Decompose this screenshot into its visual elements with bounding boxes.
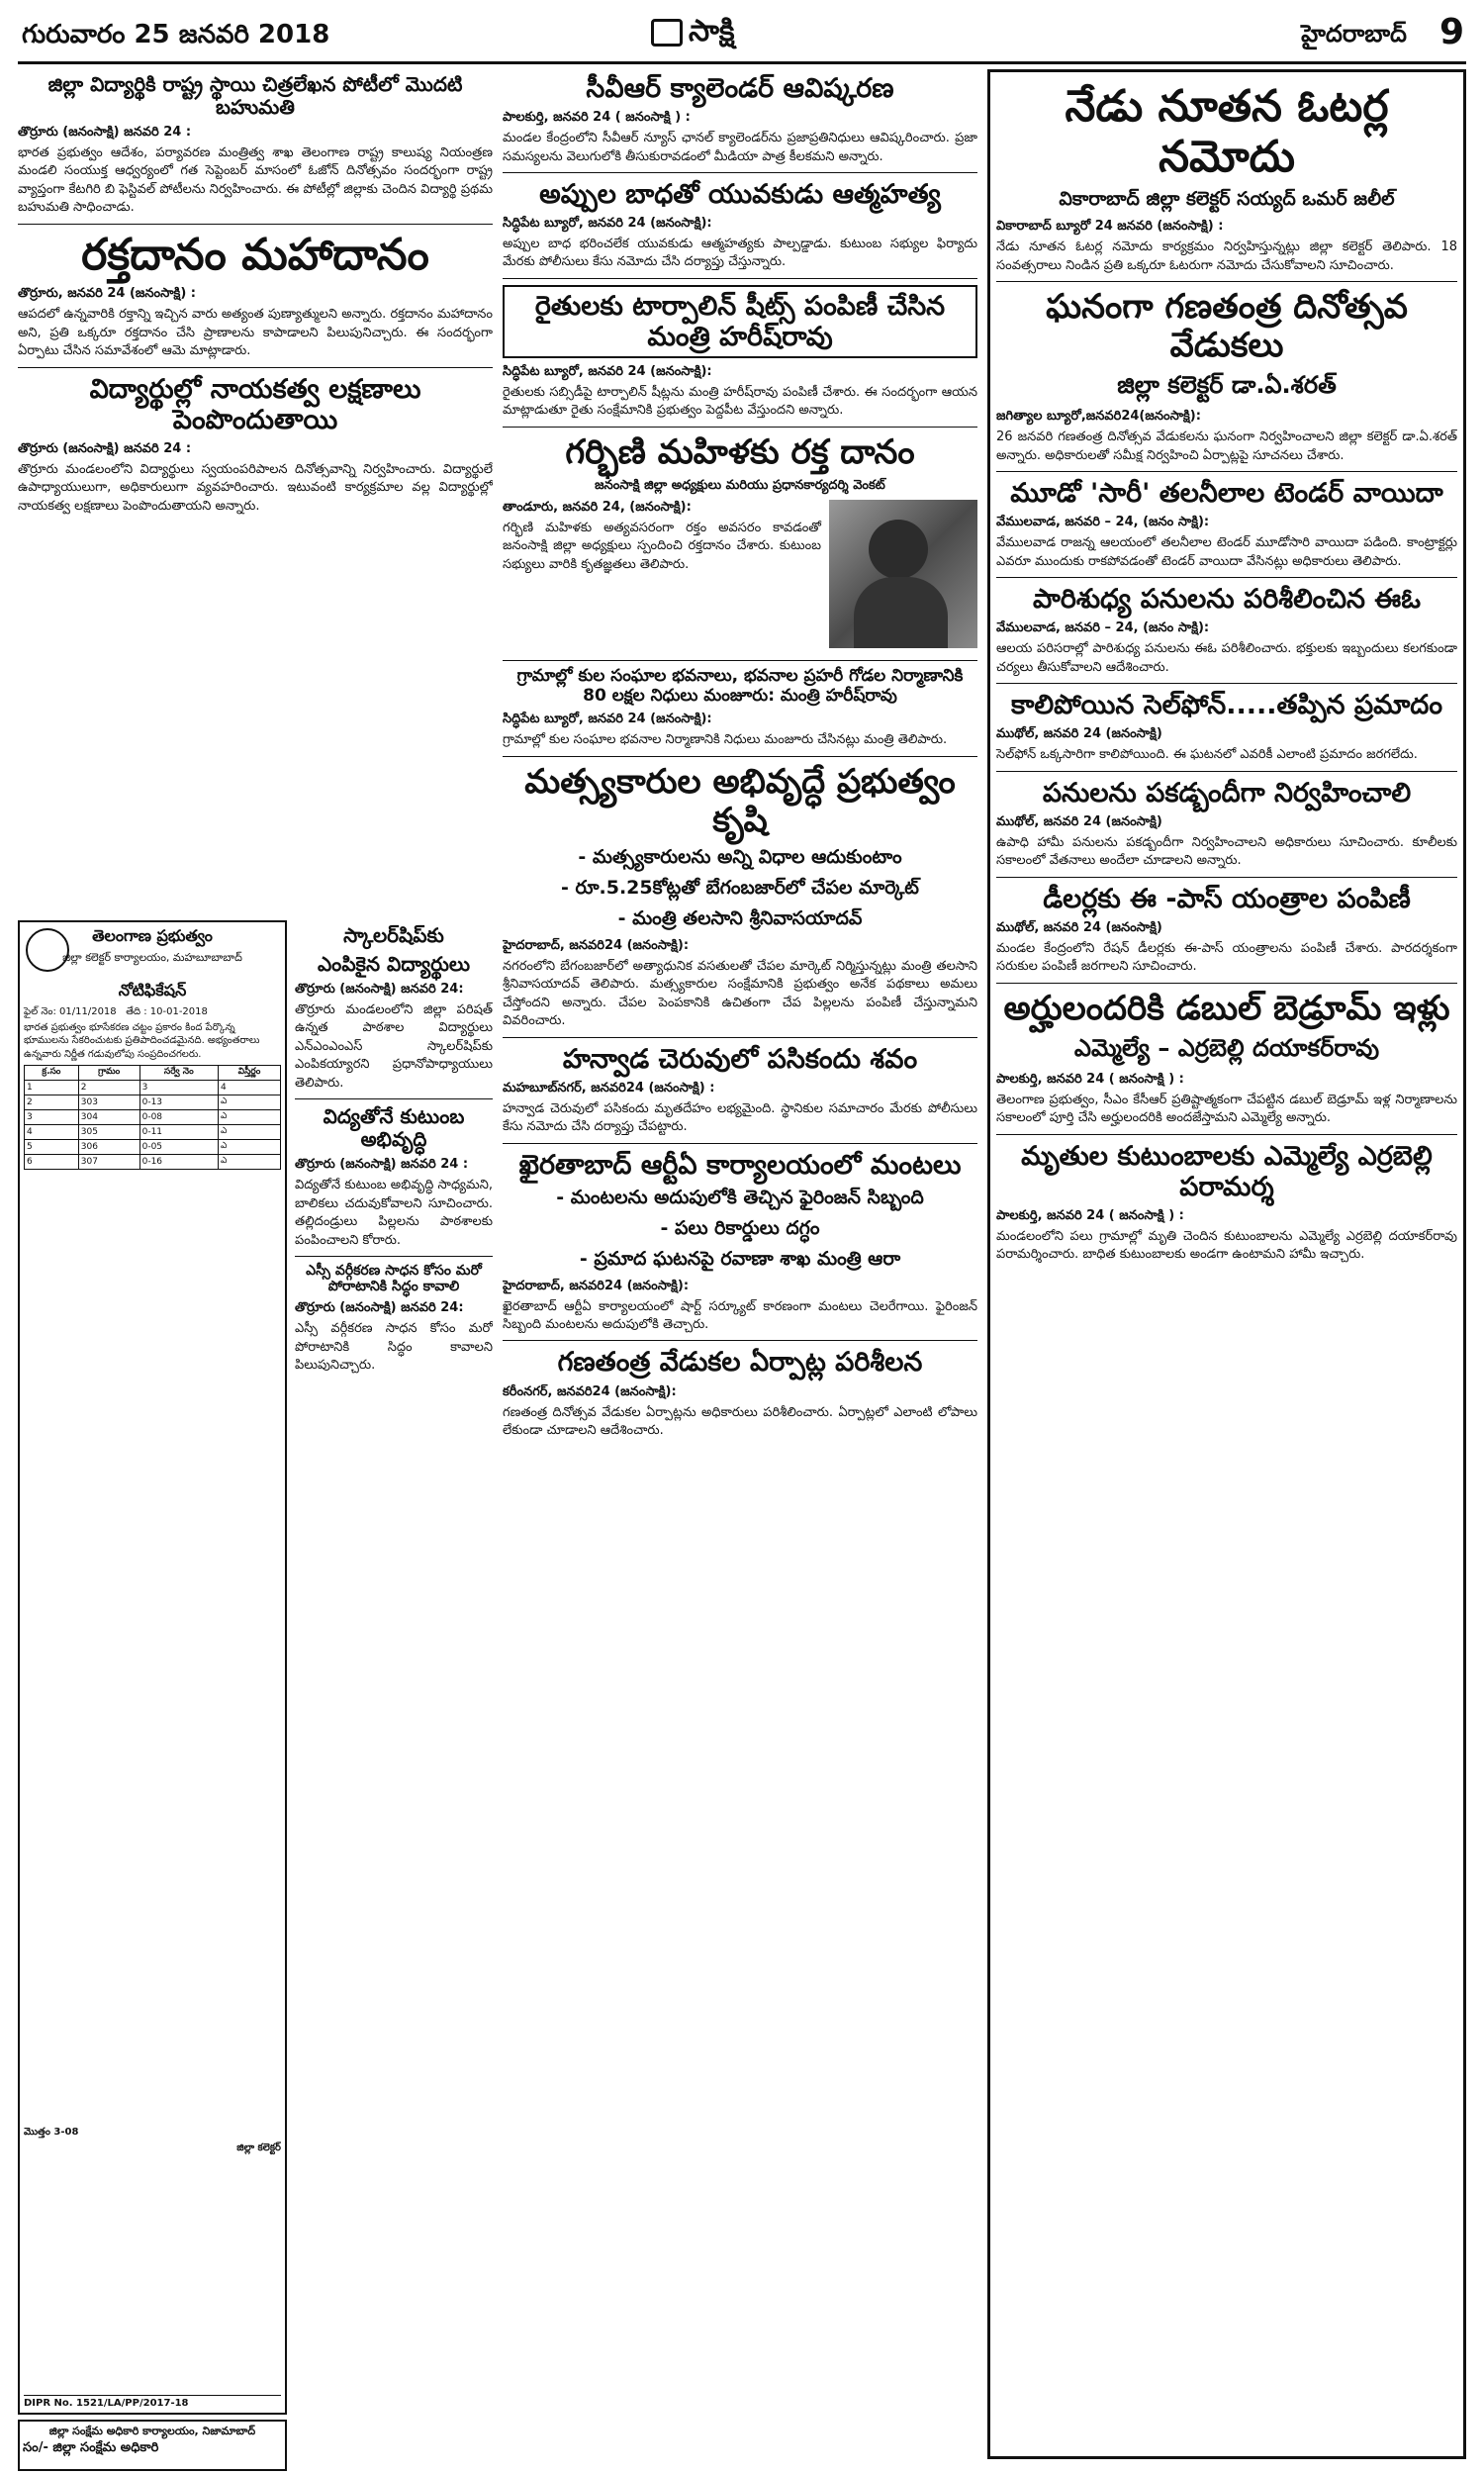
- table-header-cell: క్ర.సం: [25, 1066, 79, 1081]
- article-epass-headline: డీలర్లకు ఈ -పాస్ యంత్రాల పంపిణీ: [1043, 883, 1411, 914]
- notice-table: [24, 1065, 281, 1170]
- divider: [503, 172, 977, 173]
- article-rday-body: 26 జనవరి గణతంత్ర దినోత్సవ వేడుకలను ఘనంగా నిర్వహించాలని జిల్లా కలెక్టర్ డా.ఏ.శరత్ అన్నారు. అధికారులతో సమీక్ష నిర్వహించి ఏర్పాట్లపై సూచనలు చేశారు.: [996, 429, 1457, 463]
- article-voter-headline: నేడు నూతన ఓటర్ల నమోదు: [1065, 81, 1389, 182]
- table-cell: 0-13: [139, 1095, 218, 1110]
- article-tarpaulin-body: రైతులకు సబ్సిడీపై టార్పాలిన్ షీట్లను మంత్రి హరీష్‌రావు పంపిణీ చేశారు. ఈ సందర్భంగా ఆయన మాట్లాడుతూ రైతు సంక్షేమానికి ప్రభుత్వం పెద్దపీట వేస్తుందని అన్నారు.: [503, 385, 977, 419]
- blood-donor-photo: [829, 500, 977, 648]
- column-3: [987, 69, 1466, 2459]
- welfare-notice-title: జిల్లా సంక్షేమ అధికారి కార్యాలయం, నిజామాబాద్: [48, 2425, 256, 2437]
- table-row: [25, 1125, 281, 1140]
- divider: [996, 471, 1457, 472]
- table-cell: 303: [78, 1095, 139, 1110]
- column-2: [503, 69, 977, 2469]
- table-cell: 2: [78, 1081, 139, 1095]
- welfare-notice-body: సం/- జిల్లా సంక్షేమ అధికారి: [23, 2440, 159, 2455]
- article-lake-headline: హన్వాడ చెరువులో పసికందు శవం: [562, 1043, 918, 1075]
- photo-person-body: [854, 577, 948, 648]
- article-double-bedroom-headline: అర్హులందరికి డబుల్ బెడ్రూమ్ ఇళ్లు: [1003, 988, 1450, 1028]
- table-cell: ఎ: [218, 1155, 280, 1170]
- table-cell: 305: [78, 1125, 139, 1140]
- notice-ref-number: ఫైల్ నెం: 01/11/2018: [24, 1006, 117, 1017]
- article-sc-dateline: తొర్రూరు (జనంసాక్షి) జనవరి 24:: [295, 1300, 464, 1316]
- article-rday-subheadline: జిల్లా కలెక్టర్ డా.ఏ.శరత్: [1117, 371, 1337, 400]
- notice-table-body: [25, 1081, 281, 1170]
- photo-person-head: [869, 520, 928, 579]
- table-row: [25, 1155, 281, 1170]
- table-cell: 307: [78, 1155, 139, 1170]
- article-leadership-body: తొర్రూరు మండలంలోని విద్యార్థులు స్వయంపరిపాలన దినోత్సవాన్ని నిర్వహించారు. విద్యార్థులే ఉపాధ్యాయులుగా, అధికారులుగా వ్యవహరించారు. ఇటువంటి కార్యక్రమాల వల్ల విద్యార్థుల్లో నాయకత్వ లక్షణాలు పెంపొందుతాయని అన్నారు.: [18, 461, 493, 514]
- notice-table-spacer: [24, 1174, 281, 2124]
- article-mla-dateline: పాలకుర్తి, జనవరి 24 ( జనంసాక్షి ) :: [996, 1207, 1184, 1223]
- divider: [18, 367, 493, 368]
- table-header-cell: విస్తీర్ణం: [218, 1066, 280, 1081]
- divider: [503, 427, 977, 428]
- article-mla-body: మండలంలోని పలు గ్రామాల్లో మృతి చెందిన కుటుంబాలను ఎమ్మెల్యే ఎర్రబెల్లి దయాకర్‌రావు పరామర్శించారు. బాధిత కుటుంబాలకు అండగా ఉంటామని హామీ ఇచ్చారు.: [996, 1228, 1457, 1263]
- divider: [503, 660, 977, 661]
- article-double-bedroom-subheadline: ఎమ్మెల్యే – ఎర్రబెల్లి దయాకర్‌రావు: [1073, 1033, 1380, 1062]
- article-scholarship-body: తొర్రూరు మండలంలోని జిల్లా పరిషత్ ఉన్నత పాఠశాల విద్యార్థులు ఎన్‌ఎంఎంఎస్ స్కాలర్‌షిప్‌కు ఎంపికయ్యారని ప్రధానోపాధ్యాయులు తెలిపారు.: [295, 1002, 493, 1091]
- divider: [503, 1037, 977, 1038]
- article-calendar-headline: సీవీఆర్ క్యాలెండర్ ఆవిష్కరణ: [586, 73, 894, 104]
- article-debt-dateline: సిద్ధిపేట బ్యూరో, జనవరి 24 (జనంసాక్షి):: [503, 216, 712, 231]
- table-cell: 4: [25, 1125, 79, 1140]
- article-painting-dateline: తొర్రూరు (జనంసాక్షి) జనవరి 24 :: [18, 125, 192, 140]
- notice-total: మొత్తం 3-08: [24, 2127, 79, 2138]
- issue-date: గురువారం 25 జనవరి 2018: [22, 20, 330, 49]
- table-cell: ఎ: [218, 1125, 280, 1140]
- article-scholarship-dateline: తొర్రూరు (జనంసాక్షి) జనవరి 24:: [295, 982, 464, 997]
- article-sanitation-dateline: వేములవాడ, జనవరి – 24, (జనం సాక్షి):: [996, 620, 1210, 636]
- column-1: [18, 69, 493, 916]
- table-header-row: [25, 1066, 281, 1081]
- article-rta-body: ఖైరతాబాద్ ఆర్టీఏ కార్యాలయంలో షార్ట్ సర్క్యూట్ కారణంగా మంటలు చెలరేగాయి. ఫైరింజన్ సిబ్బంది మంటలను అదుపులోకి తెచ్చారు.: [503, 1298, 977, 1332]
- table-cell: 0-05: [139, 1140, 218, 1155]
- article-voter-dateline: వికారాబాద్ బ్యూరో 24 జనవరి (జనంసాక్షి) :: [996, 219, 1224, 235]
- article-republic-dateline: కరీంనగర్, జనవరి24 (జనంసాక్షి):: [503, 1383, 677, 1399]
- article-tender-headline: మూడో 'సారీ' తలనీలాల టెండర్ వాయిదా: [1010, 478, 1443, 510]
- divider: [996, 877, 1457, 878]
- article-works-headline: పనులను పకడ్బందీగా నిర్వహించాలి: [1042, 777, 1412, 809]
- article-fisheries-dateline: హైదరాబాద్, జనవరి24 (జనంసాక్షి):: [503, 937, 690, 953]
- table-header-cell: సర్వే నెం: [139, 1066, 218, 1081]
- article-blood-headline: రక్తదానం మహాదానం: [81, 229, 429, 280]
- table-header-cell: గ్రామం: [78, 1066, 139, 1081]
- table-cell: 6: [25, 1155, 79, 1170]
- article-sc-headline: ఎస్సీ వర్గీకరణ సాధన కోసం మరో పోరాటానికి సిద్ధం కావాలి: [306, 1263, 482, 1295]
- divider: [996, 281, 1457, 282]
- article-caste-headline: గ్రామాల్లో కుల సంఘాల భవనాలు, భవనాల ప్రహరీ గోడల నిర్మాణానికి 80 లక్షల నిధులు మంజూరు: మంత్రి హరీష్‌రావు: [516, 666, 964, 706]
- table-cell: 4: [218, 1081, 280, 1095]
- masthead: [18, 8, 1466, 64]
- article-caste-body: గ్రామాల్లో కుల సంఘాల భవనాల నిర్మాణానికి నిధులు మంజూరు చేసినట్లు మంత్రి తెలిపారు.: [503, 732, 948, 748]
- article-calendar-body: మండల కేంద్రంలోని సీవీఆర్ న్యూస్ ఛానల్ క్యాలెండర్‌ను ప్రజాప్రతినిధులు ఆవిష్కరించారు. ప్రజా సమస్యలను వెలుగులోకి తీసుకురావడంలో మీడియా పాత్ర కీలకమని అన్నారు.: [503, 131, 977, 164]
- article-fisheries-body: నగరంలోని బేగంబజార్‌లో అత్యాధునిక వసతులతో చేపల మార్కెట్ నిర్మిస్తున్నట్లు మంత్రి తలసాని శ్రీనివాసయాదవ్ తెలిపారు. మత్స్యకారుల సంక్షేమానికి ప్రభుత్వం అనేక పథకాలు అమలు చేస్తోందని అన్నారు. చేపల పెంపకానికి ఉచితంగా చేప పిల్లలను పంపిణీ చేస్తున్నామని వివరించారు.: [503, 958, 977, 1029]
- notice-dipr-number: DIPR No. 1521/LA/PP/2017-18: [24, 2395, 281, 2409]
- article-rday-dateline: జగిత్యాల బ్యూరో,జనవరి24(జనంసాక్షి):: [996, 409, 1201, 425]
- brand-icon: [651, 19, 683, 47]
- article-education-body: విద్యతోనే కుటుంబ అభివృద్ధి సాధ్యమని, బాలికలు చదువుకోవాలని సూచించారు. తల్లిదండ్రులు పిల్లలను పాఠశాలకు పంపించాలని కోరారు.: [295, 1178, 493, 1248]
- divider: [996, 683, 1457, 684]
- notice-ref-date: తేది : 10-01-2018: [126, 1006, 208, 1017]
- table-row: [25, 1140, 281, 1155]
- article-calendar-dateline: పాలకుర్తి, జనవరి 24 ( జనంసాక్షి ) :: [503, 110, 691, 126]
- table-cell: ఎ: [218, 1095, 280, 1110]
- divider: [503, 1340, 977, 1341]
- divider: [503, 1143, 977, 1144]
- divider: [503, 756, 977, 757]
- article-pregnant-headline: గర్భిణి మహిళకు రక్త దానం: [565, 431, 915, 472]
- article-works-dateline: ముథోల్, జనవరి 24 (జనంసాక్షి): [996, 813, 1162, 829]
- article-rta-headline: ఖైరతాబాద్ ఆర్టీఏ కార్యాలయంలో మంటలు: [518, 1149, 962, 1181]
- edition-city: హైదరాబాద్: [1301, 20, 1407, 48]
- article-lake-body: హన్వాడ చెరువులో పసికందు మృతదేహం లభ్యమైంది. స్థానికుల సమాచారం మేరకు పోలీసులు కేసు నమోదు చేసి దర్యాప్తు చేపట్టారు.: [503, 1100, 977, 1135]
- table-cell: 0-08: [139, 1110, 218, 1125]
- article-republic-body: గణతంత్ర దినోత్సవ వేడుకల ఏర్పాట్లను అధికారులు పరిశీలించారు. ఏర్పాట్లలో ఎలాంటి లోపాలు లేకుండా చూడాలని ఆదేశించారు.: [503, 1404, 977, 1438]
- page-number: 9: [1438, 12, 1464, 52]
- article-selfie-headline: కాలిపోయిన సెల్‌ఫోన్.....తప్పిన ప్రమాదం: [1010, 690, 1443, 721]
- article-rta-bullet-3: - ప్రమాద ఘటనపై రవాణా శాఖ మంత్రి ఆరా: [579, 1247, 901, 1270]
- article-pregnant-subheadline: జనంసాక్షి జిల్లా అధ్యక్షులు మరియు ప్రధానకార్యదర్శి వెంకట్: [595, 478, 885, 493]
- column-1-strip: [295, 920, 493, 2469]
- article-education-headline: విద్యతోనే కుటుంబ అభివృద్ధి: [323, 1104, 465, 1152]
- table-cell: 1: [25, 1081, 79, 1095]
- article-mla-headline: మృతుల కుటుంబాలకు ఎమ్మెల్యే ఎర్రబెల్లి పరామర్శ: [1021, 1140, 1433, 1202]
- article-scholarship-subheadline: ఎంపికైన విద్యార్థులు: [317, 952, 471, 976]
- article-tender-dateline: వేములవాడ, జనవరి – 24, (జనం సాక్షి):: [996, 515, 1210, 530]
- article-caste-dateline: సిద్ధిపేట బ్యూరో, జనవరి 24 (జనంసాక్షి):: [503, 712, 712, 727]
- table-cell: 306: [78, 1140, 139, 1155]
- government-notice: [18, 920, 287, 2415]
- article-tender-body: వేములవాడ రాజన్న ఆలయంలో తలనీలాల టెండర్ మూడోసారి వాయిదా పడింది. కాంట్రాక్టర్లు ఎవరూ ముందుకు రాకపోవడంతో టెండర్ వాయిదా వేసినట్లు అధికారులు తెలిపారు.: [996, 535, 1457, 569]
- divider: [503, 278, 977, 279]
- article-rta-dateline: హైదరాబాద్, జనవరి24 (జనంసాక్షి):: [503, 1278, 690, 1293]
- notice-title: తెలంగాణ ప్రభుత్వం: [92, 926, 213, 945]
- divider: [996, 577, 1457, 578]
- article-pregnant-body: గర్భిణి మహిళకు అత్యవసరంగా రక్తం అవసరం కావడంతో జనంసాక్షి జిల్లా అధ్యక్షులు స్పందించి రక్తదానం చేశారు. కుటుంబ సభ్యులు వారికి కృతజ్ఞతలు తెలిపారు.: [503, 521, 821, 572]
- welfare-notice: [18, 2420, 287, 2471]
- notice-subtitle: జిల్లా కలెక్టర్ కార్యాలయం, మహబూబాబాద్: [62, 951, 242, 964]
- article-leadership-headline: విద్యార్థుల్లో నాయకత్వ లక్షణాలు పెంపొందుతాయి: [89, 373, 421, 435]
- table-cell: 0-16: [139, 1155, 218, 1170]
- article-lake-dateline: మహబూబ్‌నగర్, జనవరి24 (జనంసాక్షి) :: [503, 1080, 715, 1095]
- table-cell: ఎ: [218, 1140, 280, 1155]
- article-fisheries-bullet-3: - మంత్రి తలసాని శ్రీనివాసయాదవ్: [617, 906, 863, 929]
- divider: [996, 1134, 1457, 1135]
- article-scholarship-headline: స్కాలర్‌షిప్‌కు: [343, 923, 444, 947]
- table-cell: 2: [25, 1095, 79, 1110]
- article-fisheries-bullet-2: - రూ.5.25కోట్లతో బేగంబజార్‌లో చేపల మార్కెట్: [561, 876, 919, 899]
- divider: [996, 983, 1457, 984]
- article-debt-headline: అప్పుల బాధతో యువకుడు ఆత్మహత్య: [539, 178, 941, 210]
- article-rta-bullet-1: - మంటలను అదుపులోకి తెచ్చిన ఫైరింజన్ సిబ్బంది: [556, 1186, 924, 1208]
- article-double-bedroom-dateline: పాలకుర్తి, జనవరి 24 ( జనంసాక్షి ) :: [996, 1071, 1184, 1087]
- article-debt-body: అప్పుల బాధ భరించలేక యువకుడు ఆత్మహత్యకు పాల్పడ్డాడు. కుటుంబ సభ్యుల ఫిర్యాదు మేరకు పోలీసులు కేసు నమోదు చేసి దర్యాప్తు చేస్తున్నారు.: [503, 237, 977, 270]
- article-painting-body: భారత ప్రభుత్వం ఆదేశం, పర్యావరణ మంత్రిత్వ శాఖ తెలంగాణ రాష్ట్ర కాలుష్య నియంత్రణ మండలి సంయుక్త ఆధ్వర్యంలో గత సెప్టెంబర్ మాసంలో ఓజోన్ దినోత్సవం సందర్భంగా రాష్ట్ర వ్యాప్తంగా కేటగిరి బి ఫెస్టివల్ పోటీలను నిర్వహించారు. ఈ పోటీల్లో జిల్లాకు చెందిన విద్యార్థి ప్రథమ బహుమతి సాధించాడు.: [18, 145, 493, 216]
- table-row: [25, 1110, 281, 1125]
- brand-name: సాక్షి: [689, 14, 735, 48]
- table-row: [25, 1081, 281, 1095]
- article-double-bedroom-body: తెలంగాణ ప్రభుత్వం, సీఎం కేసీఆర్ ప్రతిష్టాత్మకంగా చేపట్టిన డబుల్ బెడ్రూమ్ ఇళ్ల నిర్మాణాలను సకాలంలో పూర్తి చేసి అర్హులందరికి అందజేస్తామని ఎమ్మెల్యే అన్నారు.: [996, 1092, 1457, 1126]
- article-voter-subheadline: వికారాబాద్ జిల్లా కలెక్టర్ సయ్యద్ ఒమర్ జలీల్: [1059, 188, 1395, 211]
- article-sanitation-headline: పారిశుధ్య పనులను పరిశీలించిన ఈఓ: [1033, 584, 1421, 616]
- table-row: [25, 1095, 281, 1110]
- government-seal-icon: [26, 928, 69, 972]
- article-voter-body: నేడు నూతన ఓటర్ల నమోదు కార్యక్రమం నిర్వహిస్తున్నట్లు జిల్లా కలెక్టర్ తెలిపారు. 18 సంవత్సరాలు నిండిన ప్రతి ఒక్కరూ ఓటరుగా నమోదు చేసుకోవాలని సూచించారు.: [996, 239, 1457, 273]
- table-cell: 5: [25, 1140, 79, 1155]
- brand-logo: [651, 14, 735, 55]
- divider: [996, 771, 1457, 772]
- article-fisheries-bullet-1: - మత్స్యకారులను అన్ని విధాల ఆదుకుంటాం: [578, 845, 902, 868]
- article-sc-body: ఎస్సీ వర్గీకరణ సాధన కోసం మరో పోరాటానికి సిద్ధం కావాలని పిలుపునిచ్చారు.: [295, 1321, 493, 1374]
- article-blood-body: ఆపదలో ఉన్నవారికి రక్తాన్ని ఇచ్చిన వారు అత్యంత పుణ్యాత్ములని అన్నారు. రక్తదానం మహాదానం అని, ప్రతి ఒక్కరూ రక్తదానం చేసి ప్రాణాలను కాపాడాలని పిలుపునిచ్చారు. ఈ సందర్భంగా ఏర్పాటు చేసిన సమావేశంలో ఆమె మాట్లాడారు.: [18, 307, 493, 359]
- table-cell: 3: [25, 1110, 79, 1125]
- article-rta-bullet-2: - పలు రికార్డులు దగ్ధం: [660, 1216, 820, 1239]
- article-fisheries-headline: మత్స్యకారుల అభివృద్ధే ప్రభుత్వం కృషి: [524, 761, 956, 840]
- table-cell: 304: [78, 1110, 139, 1125]
- table-cell: 0-11: [139, 1125, 218, 1140]
- article-leadership-dateline: తొర్రూరు (జనంసాక్షి) జనవరి 24 :: [18, 440, 192, 456]
- article-sanitation-body: ఆలయ పరిసరాల్లో పారిశుధ్య పనులను ఈఓ పరిశీలించారు. భక్తులకు ఇబ్బందులు కలగకుండా చర్యలు తీసుకోవాలని ఆదేశించారు.: [996, 641, 1457, 675]
- table-cell: 3: [139, 1081, 218, 1095]
- divider: [18, 224, 493, 225]
- article-tarpaulin-dateline: సిద్ధిపేట బ్యూరో, జనవరి 24 (జనంసాక్షి):: [503, 364, 712, 379]
- article-painting-headline: జిల్లా విద్యార్థికి రాష్ట్ర స్థాయి చిత్రలేఖన పోటీలో మొదటి బహుమతి: [47, 72, 463, 119]
- article-works-body: ఉపాధి హామీ పనులను పకడ్బందీగా నిర్వహించాలని అధికారులు సూచించారు. కూలీలకు సకాలంలో వేతనాలు అందేలా చూడాలని అన్నారు.: [996, 834, 1457, 869]
- article-education-dateline: తొర్రూరు (జనంసాక్షి) జనవరి 24 :: [295, 1157, 469, 1173]
- notice-signature: జిల్లా కలెక్టర్: [236, 2142, 281, 2153]
- table-cell: ఎ: [218, 1110, 280, 1125]
- article-rday-headline: ఘనంగా గణతంత్ర దినోత్సవ వేడుకలు: [1046, 287, 1408, 366]
- article-epass-body: మండల కేంద్రంలోని రేషన్ డీలర్లకు ఈ-పాస్ యంత్రాలను పంపిణీ చేశారు. పారదర్శకంగా సరుకుల పంపిణీ జరగాలని సూచించారు.: [996, 940, 1457, 975]
- notice-heading: నోటిఫికేషన్: [118, 981, 187, 1000]
- article-tarpaulin-headline: రైతులకు టార్పాలిన్ షీట్స్ పంపిణీ చేసిన మంత్రి హరీష్‌రావు: [503, 285, 977, 358]
- article-republic-headline: గణతంత్ర వేడుకల ఏర్పాట్ల పరిశీలన: [557, 1347, 923, 1379]
- divider: [295, 1256, 493, 1257]
- divider: [295, 1098, 493, 1099]
- article-pregnant-dateline: తాండూరు, జనవరి 24, (జనంసాక్షి):: [503, 500, 692, 515]
- article-selfie-body: సెల్‌ఫోన్ ఒక్కసారిగా కాలిపోయింది. ఈ ఘటనలో ఎవరికీ ఎలాంటి ప్రమాదం జరగలేదు.: [996, 747, 1418, 763]
- article-epass-dateline: ముథోల్, జనవరి 24 (జనంసాక్షి): [996, 919, 1162, 935]
- article-blood-dateline: తొర్రూరు, జనవరి 24 (జనంసాక్షి) :: [18, 286, 196, 302]
- article-selfie-dateline: ముథోల్, జనవరి 24 (జనంసాక్షి): [996, 726, 1162, 742]
- notice-body: భారత ప్రభుత్వం భూసేకరణ చట్టం ప్రకారం కింద పేర్కొన్న భూములను సేకరించుటకు ప్రతిపాదించడమైనది. అభ్యంతరాలు ఉన్నవారు నిర్ణీత గడువులోపు సంప్రదించగలరు.: [24, 1021, 260, 1060]
- notice-ref: [24, 1005, 281, 1019]
